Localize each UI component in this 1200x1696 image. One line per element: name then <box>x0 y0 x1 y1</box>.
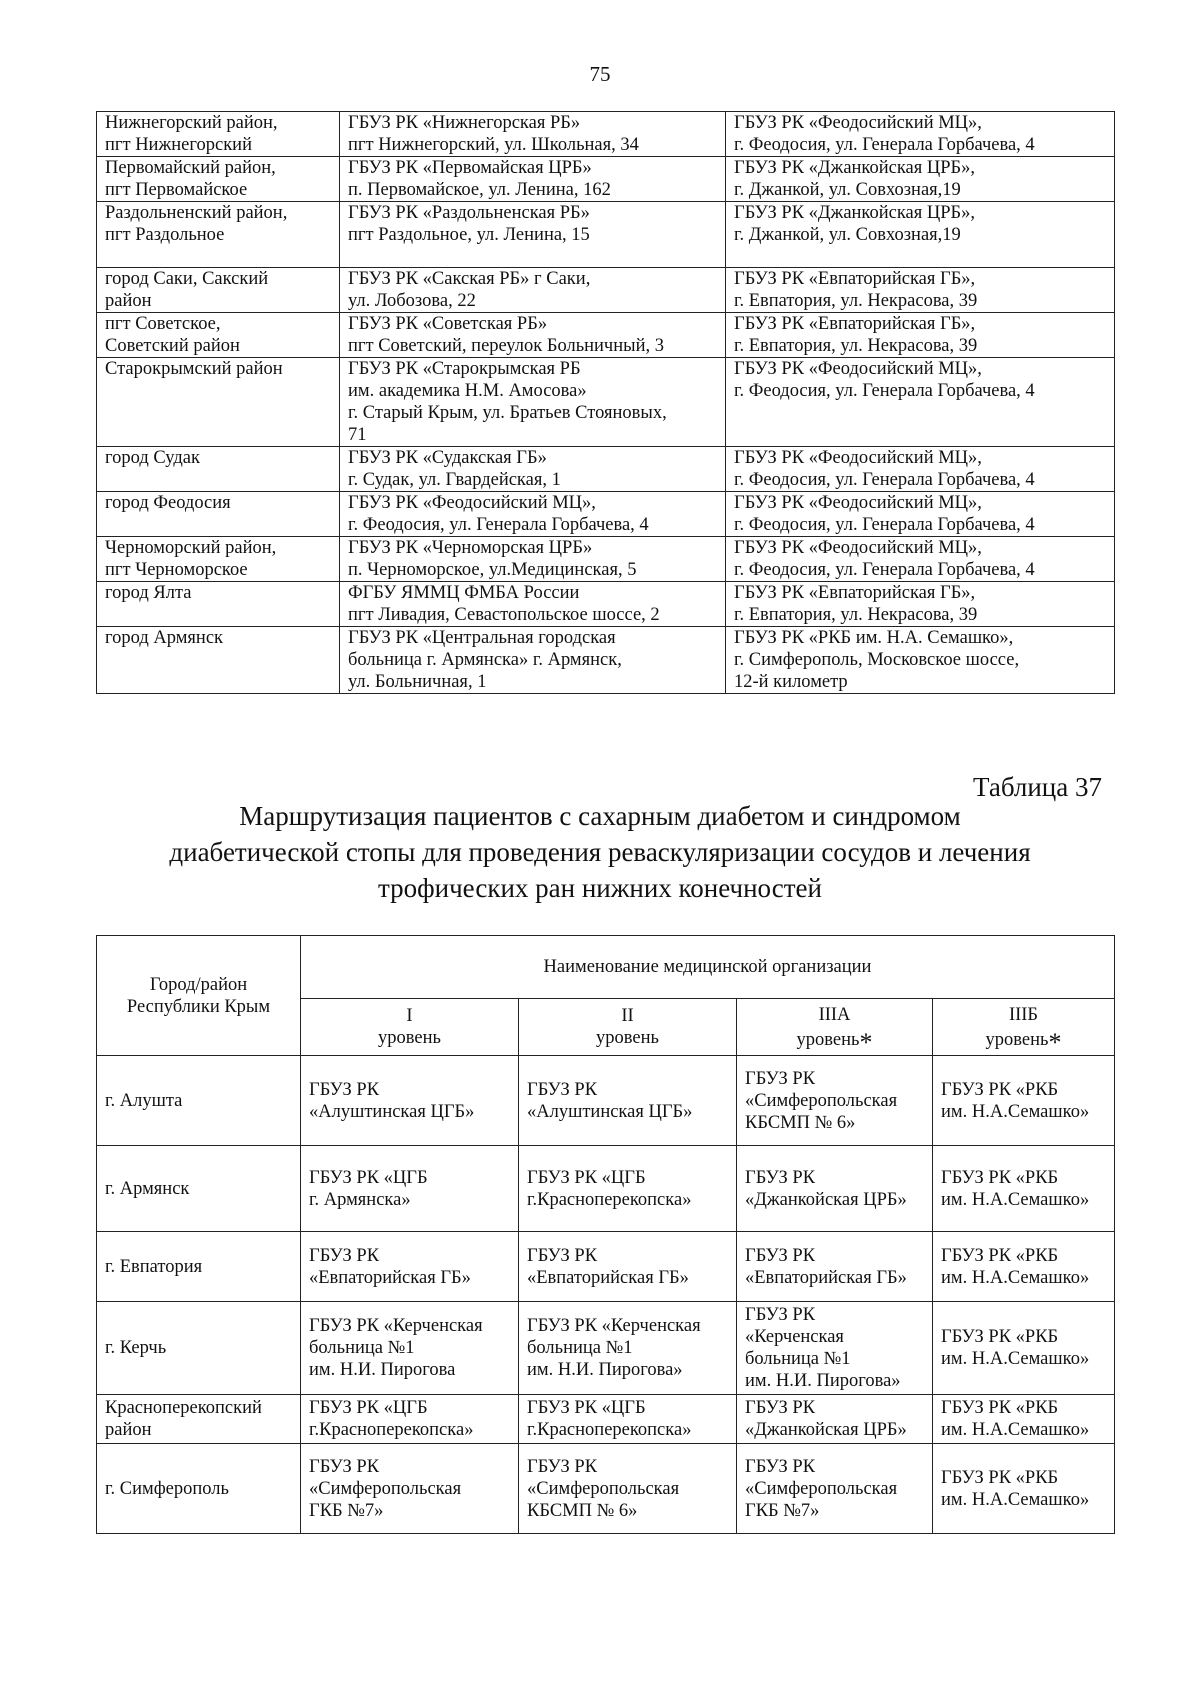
level-3a-cell-line: ГБУЗ РК <box>745 1245 816 1266</box>
local-hospital-cell-line: ГБУЗ РК «Нижнегорская РБ» <box>348 113 581 133</box>
level-2-cell-line: «Симферопольская <box>527 1478 680 1499</box>
level-1-cell-line: ГБУЗ РК «Керченская <box>309 1316 483 1336</box>
level-3a-cell <box>737 1056 933 1146</box>
referral-hospital-cell <box>726 537 1115 582</box>
level-3b-cell-line: им. Н.А.Семашко» <box>941 1489 1090 1510</box>
local-hospital-cell <box>340 447 726 492</box>
district-cell <box>97 492 340 537</box>
level-3b-cell <box>933 1444 1115 1534</box>
local-hospital-cell-line: 71 <box>348 425 367 445</box>
level-3a-cell-line: «Симферопольская <box>745 1090 898 1111</box>
local-hospital-cell <box>340 202 726 268</box>
local-hospital-cell <box>340 157 726 202</box>
level-1-cell-line: «Евпаторийская ГБ» <box>309 1267 471 1288</box>
page-number: 75 <box>589 62 611 86</box>
asterisk-mark: * <box>859 1027 873 1057</box>
level-3b-cell-line: им. Н.А.Семашко» <box>941 1349 1090 1369</box>
level-1-cell-line: «Симферопольская <box>309 1478 462 1499</box>
local-hospital-cell-line: ГБУЗ РК «Судакская ГБ» <box>348 448 547 468</box>
header-city <box>97 936 301 1056</box>
table-row <box>97 582 1115 627</box>
level-1-cell <box>301 1444 519 1534</box>
district-cell <box>97 627 340 694</box>
level-1-cell <box>301 1146 519 1232</box>
local-hospital-cell-line: ГБУЗ РК «Первомайская ЦРБ» <box>348 158 592 178</box>
local-hospital-cell <box>340 492 726 537</box>
referral-hospital-cell <box>726 447 1115 492</box>
local-hospital-cell-line: пгт Нижнегорский, ул. Школьная, 34 <box>348 135 639 155</box>
level-3a-cell-line: «Керченская <box>745 1327 844 1347</box>
level-3b-cell-line: ГБУЗ РК «РКБ <box>941 1245 1059 1266</box>
district-cell-line: пгт Нижнегорский <box>105 135 252 155</box>
city-cell-line: г. Симферополь <box>105 1478 229 1499</box>
referral-hospital-cell-line: ГБУЗ РК «РКБ им. Н.А. Семашко», <box>734 628 1014 648</box>
level-3a-cell <box>737 1395 933 1444</box>
level-1-cell-line: ГКБ №7» <box>309 1500 384 1521</box>
level-1-cell <box>301 1232 519 1302</box>
referral-hospital-cell <box>726 268 1115 313</box>
referral-hospital-cell <box>726 313 1115 358</box>
referral-hospital-cell-line: ГБУЗ РК «Евпаторийская ГБ», <box>734 269 976 289</box>
level-3a-cell-line: ГБУЗ РК <box>745 1305 816 1325</box>
city-cell <box>97 1056 301 1146</box>
local-hospital-cell-line: ГБУЗ РК «Раздольненская РБ» <box>348 203 590 223</box>
level-2-cell-line: ГБУЗ РК «ЦГБ <box>527 1398 646 1418</box>
level-1-cell <box>301 1302 519 1395</box>
level-2-cell-line: «Алуштинская ЦГБ» <box>527 1101 693 1122</box>
level-3a-cell-line: им. Н.И. Пирогова» <box>745 1371 901 1391</box>
referral-hospital-cell-line: г. Феодосия, ул. Генерала Горбачева, 4 <box>734 135 1035 155</box>
district-cell-line: Нижнегорский район, <box>105 113 278 133</box>
district-cell <box>97 358 340 447</box>
level-3a-cell-line: ГБУЗ РК <box>745 1068 816 1089</box>
referral-hospital-cell <box>726 582 1115 627</box>
referral-hospital-cell <box>726 492 1115 537</box>
level-number: II <box>621 1006 634 1026</box>
level-3a-cell-line: «Джанкойская ЦРБ» <box>745 1189 907 1210</box>
level-3b-cell <box>933 1232 1115 1302</box>
table-row <box>97 1056 1115 1146</box>
local-hospital-cell-line: ГБУЗ РК «Черноморская ЦРБ» <box>348 538 593 558</box>
table-row <box>97 1146 1115 1232</box>
local-hospital-cell-line: ГБУЗ РК «Центральная городская <box>348 628 616 648</box>
local-hospital-cell-line: г. Старый Крым, ул. Братьев Стояновых, <box>348 403 667 423</box>
district-cell-line: город Армянск <box>105 628 224 648</box>
city-cell <box>97 1444 301 1534</box>
table-row <box>97 492 1115 537</box>
local-hospital-cell-line: ГБУЗ РК «Советская РБ» <box>348 314 548 334</box>
level-2-cell-line: им. Н.И. Пирогова» <box>527 1360 683 1380</box>
level-3a-cell-line: «Симферопольская <box>745 1478 898 1499</box>
level-2-cell-line: КБСМП № 6» <box>527 1500 638 1521</box>
local-hospital-cell-line: ГБУЗ РК «Старокрымская РБ <box>348 359 581 379</box>
district-cell-line: Советский район <box>105 336 240 356</box>
city-cell-line: Красноперекопский <box>105 1398 262 1418</box>
header-city-line: Республики Крым <box>126 996 271 1017</box>
local-hospital-cell-line: г. Феодосия, ул. Генерала Горбачева, 4 <box>348 515 649 535</box>
level-2-cell <box>519 1146 737 1232</box>
level-3a-cell-line: ГБУЗ РК <box>745 1167 816 1188</box>
table-row <box>97 447 1115 492</box>
level-3b-cell-line: им. Н.А.Семашко» <box>941 1420 1090 1440</box>
referral-hospital-cell-line: 12-й километр <box>734 672 848 692</box>
title-line: Маршрутизация пациентов с сахарным диабетом и синдромом <box>239 801 961 831</box>
table-row <box>97 1444 1115 1534</box>
level-3b-cell-line: ГБУЗ РК «РКБ <box>941 1327 1059 1347</box>
level-2-cell-line: «Евпаторийская ГБ» <box>527 1267 689 1288</box>
title-line: трофических ран нижних конечностей <box>378 873 822 903</box>
title-line: диабетической стопы для проведения реваскуляризации сосудов и лечения <box>169 837 1031 867</box>
referral-hospital-cell-line: ГБУЗ РК «Евпаторийская ГБ», <box>734 314 976 334</box>
city-cell <box>97 1302 301 1395</box>
level-3a-cell-line: «Евпаторийская ГБ» <box>745 1267 907 1288</box>
level-3a-cell-line: КБСМП № 6» <box>745 1112 856 1133</box>
level-3b-cell-line: ГБУЗ РК «РКБ <box>941 1079 1059 1100</box>
level-3a-cell <box>737 1302 933 1395</box>
local-hospital-cell-line: ГБУЗ РК «Сакская РБ» г Саки, <box>348 269 591 289</box>
city-cell <box>97 1146 301 1232</box>
level-3b-cell-line: им. Н.А.Семашко» <box>941 1267 1090 1288</box>
referral-hospital-cell-line: ГБУЗ РК «Евпаторийская ГБ», <box>734 583 976 603</box>
header-level-2 <box>519 999 737 1056</box>
referral-hospital-cell-line: ГБУЗ РК «Джанкойская ЦРБ», <box>734 203 976 223</box>
district-cell-line: город Ялта <box>105 583 192 603</box>
table-row <box>97 313 1115 358</box>
district-cell <box>97 157 340 202</box>
district-cell-line: район <box>105 291 152 311</box>
header-level-4 <box>933 999 1115 1056</box>
district-cell-line: город Саки, Сакский <box>105 269 269 289</box>
level-3b-cell <box>933 1056 1115 1146</box>
level-word: уровень* <box>985 1027 1062 1057</box>
level-2-cell-line: ГБУЗ РК <box>527 1079 598 1100</box>
table-row <box>97 157 1115 202</box>
level-word: уровень* <box>796 1027 873 1057</box>
level-1-cell-line: ГБУЗ РК <box>309 1456 380 1477</box>
referral-hospital-cell-line: г. Феодосия, ул. Генерала Горбачева, 4 <box>734 560 1035 580</box>
level-3b-cell-line: ГБУЗ РК «РКБ <box>941 1467 1059 1488</box>
referral-hospital-cell-line: г. Евпатория, ул. Некрасова, 39 <box>734 605 978 625</box>
referral-hospital-cell <box>726 627 1115 694</box>
local-hospital-cell-line: им. академика Н.М. Амосова» <box>348 381 587 401</box>
header-city-line: Город/район <box>149 974 248 995</box>
local-hospital-cell-line: п. Черноморское, ул.Медицинская, 5 <box>348 560 637 580</box>
table-row <box>97 202 1115 268</box>
district-cell <box>97 582 340 627</box>
level-2-cell-line: ГБУЗ РК <box>527 1245 598 1266</box>
local-hospital-cell-line: ФГБУ ЯММЦ ФМБА России <box>348 583 580 603</box>
local-hospital-cell-line: ГБУЗ РК «Феодосийский МЦ», <box>348 493 596 513</box>
level-3a-cell-line: больница №1 <box>745 1349 851 1369</box>
local-hospital-cell-line: пгт Раздольное, ул. Ленина, 15 <box>348 225 590 245</box>
table-row <box>97 1395 1115 1444</box>
referral-hospital-cell-line: ГБУЗ РК «Феодосийский МЦ», <box>734 359 982 379</box>
local-hospital-cell-line: ул. Лобозова, 22 <box>348 291 476 311</box>
level-1-cell-line: больница №1 <box>309 1338 415 1358</box>
level-2-cell <box>519 1232 737 1302</box>
local-hospital-cell-line: больница г. Армянска» г. Армянск, <box>348 650 622 670</box>
district-cell <box>97 112 340 157</box>
referral-hospital-cell-line: ГБУЗ РК «Феодосийский МЦ», <box>734 113 982 133</box>
city-cell-line: район <box>105 1420 152 1440</box>
referral-hospital-cell-line: г. Евпатория, ул. Некрасова, 39 <box>734 336 978 356</box>
level-word: уровень <box>596 1028 659 1048</box>
local-hospital-cell <box>340 268 726 313</box>
level-2-cell <box>519 1302 737 1395</box>
header-organization: Наименование медицинской организации <box>301 936 1115 999</box>
referral-hospital-cell-line: ГБУЗ РК «Джанкойская ЦРБ», <box>734 158 976 178</box>
district-cell-line: город Феодосия <box>105 493 231 513</box>
referral-hospital-cell-line: г. Феодосия, ул. Генерала Горбачева, 4 <box>734 470 1035 490</box>
table-label: Таблица 37 <box>973 772 1102 802</box>
level-1-cell-line: ГБУЗ РК «ЦГБ <box>309 1167 428 1188</box>
table-row <box>97 537 1115 582</box>
district-cell-line: Черноморский район, <box>105 538 277 558</box>
table-row <box>97 358 1115 447</box>
table-row <box>97 112 1115 157</box>
level-number: IIIБ <box>1008 1004 1039 1025</box>
level-3b-cell <box>933 1146 1115 1232</box>
level-1-cell-line: г. Армянска» <box>309 1189 411 1210</box>
district-cell <box>97 202 340 268</box>
level-1-cell <box>301 1056 519 1146</box>
level-3b-cell <box>933 1395 1115 1444</box>
level-word: уровень <box>378 1028 441 1048</box>
referral-hospital-cell-line: г. Евпатория, ул. Некрасова, 39 <box>734 291 978 311</box>
referral-hospital-cell-line: г. Джанкой, ул. Совхозная,19 <box>734 180 961 200</box>
level-1-cell-line: г.Красноперекопска» <box>309 1420 474 1440</box>
district-cell <box>97 447 340 492</box>
district-cell-line: пгт Черноморское <box>105 560 248 580</box>
district-cell-line: Старокрымский район <box>105 359 283 379</box>
district-cell-line: пгт Раздольное <box>105 225 225 245</box>
referral-hospital-cell-line: ГБУЗ РК «Феодосийский МЦ», <box>734 493 982 513</box>
referral-hospital-cell-line: г. Джанкой, ул. Совхозная,19 <box>734 225 961 245</box>
city-cell <box>97 1232 301 1302</box>
local-hospital-cell-line: п. Первомайское, ул. Ленина, 162 <box>348 180 611 200</box>
local-hospital-cell <box>340 112 726 157</box>
level-1-cell-line: ГБУЗ РК <box>309 1079 380 1100</box>
header-level-3 <box>737 999 933 1056</box>
routing-table-diabetic-foot <box>96 935 1115 1534</box>
local-hospital-cell-line: пгт Ливадия, Севастопольское шоссе, 2 <box>348 605 660 625</box>
local-hospital-cell-line: г. Судак, ул. Гвардейская, 1 <box>348 470 561 490</box>
referral-hospital-cell-line: ГБУЗ РК «Феодосийский МЦ», <box>734 538 982 558</box>
header-level-1 <box>301 999 519 1056</box>
level-3a-cell <box>737 1146 933 1232</box>
district-cell <box>97 537 340 582</box>
local-hospital-cell <box>340 313 726 358</box>
level-2-cell-line: ГБУЗ РК <box>527 1456 598 1477</box>
level-3a-cell <box>737 1444 933 1534</box>
level-number: IIIA <box>818 1004 851 1025</box>
table-row <box>97 1302 1115 1395</box>
table-row <box>97 268 1115 313</box>
level-1-cell <box>301 1395 519 1444</box>
referral-hospital-cell <box>726 112 1115 157</box>
local-hospital-cell-line: пгт Советский, переулок Больничный, 3 <box>348 336 664 356</box>
level-2-cell-line: г.Красноперекопска» <box>527 1420 692 1440</box>
local-hospital-cell <box>340 582 726 627</box>
referral-hospital-cell <box>726 202 1115 268</box>
table-row <box>97 1232 1115 1302</box>
level-3b-cell-line: им. Н.А.Семашко» <box>941 1189 1090 1210</box>
local-hospital-cell <box>340 537 726 582</box>
level-1-cell-line: им. Н.И. Пирогова <box>309 1360 456 1380</box>
district-cell-line: Первомайский район, <box>105 158 276 178</box>
referral-hospital-cell <box>726 358 1115 447</box>
table-row <box>97 627 1115 694</box>
referral-hospital-cell-line: ГБУЗ РК «Феодосийский МЦ», <box>734 448 982 468</box>
district-cell-line: Раздольненский район, <box>105 203 288 223</box>
district-cell-line: пгт Советское, <box>105 314 221 334</box>
local-hospital-cell <box>340 627 726 694</box>
district-cell-line: пгт Первомайское <box>105 180 248 200</box>
level-2-cell <box>519 1444 737 1534</box>
level-1-cell-line: «Алуштинская ЦГБ» <box>309 1101 475 1122</box>
level-3a-cell-line: ГБУЗ РК <box>745 1398 816 1418</box>
referral-hospital-cell-line: г. Феодосия, ул. Генерала Горбачева, 4 <box>734 381 1035 401</box>
level-3a-cell-line: ГБУЗ РК <box>745 1456 816 1477</box>
local-hospital-cell <box>340 358 726 447</box>
level-3a-cell-line: ГКБ №7» <box>745 1500 820 1521</box>
city-cell-line: г. Алушта <box>105 1090 183 1111</box>
level-number: I <box>406 1006 413 1026</box>
table-title <box>100 798 1100 906</box>
referral-hospital-cell <box>726 157 1115 202</box>
city-cell-line: г. Евпатория <box>105 1256 203 1277</box>
local-hospital-cell-line: ул. Больничная, 1 <box>348 672 487 692</box>
level-2-cell-line: ГБУЗ РК «Керченская <box>527 1316 701 1336</box>
level-3b-cell-line: ГБУЗ РК «РКБ <box>941 1167 1059 1188</box>
level-3b-cell-line: ГБУЗ РК «РКБ <box>941 1398 1059 1418</box>
city-cell-line: г. Керчь <box>105 1338 167 1358</box>
referral-hospital-cell-line: г. Симферополь, Московское шоссе, <box>734 650 1020 670</box>
district-cell <box>97 313 340 358</box>
level-1-cell-line: ГБУЗ РК <box>309 1245 380 1266</box>
level-2-cell-line: г.Красноперекопска» <box>527 1189 692 1210</box>
routing-table-continued <box>96 111 1115 694</box>
district-cell <box>97 268 340 313</box>
level-2-cell-line: ГБУЗ РК «ЦГБ <box>527 1167 646 1188</box>
level-1-cell-line: ГБУЗ РК «ЦГБ <box>309 1398 428 1418</box>
level-2-cell <box>519 1056 737 1146</box>
level-3a-cell-line: «Джанкойская ЦРБ» <box>745 1420 907 1440</box>
level-2-cell <box>519 1395 737 1444</box>
level-3b-cell <box>933 1302 1115 1395</box>
level-2-cell-line: больница №1 <box>527 1338 633 1358</box>
level-3a-cell <box>737 1232 933 1302</box>
district-cell-line: город Судак <box>105 448 200 468</box>
city-cell <box>97 1395 301 1444</box>
referral-hospital-cell-line: г. Феодосия, ул. Генерала Горбачева, 4 <box>734 515 1035 535</box>
asterisk-mark: * <box>1048 1027 1062 1057</box>
city-cell-line: г. Армянск <box>105 1178 190 1199</box>
level-3b-cell-line: им. Н.А.Семашко» <box>941 1101 1090 1122</box>
